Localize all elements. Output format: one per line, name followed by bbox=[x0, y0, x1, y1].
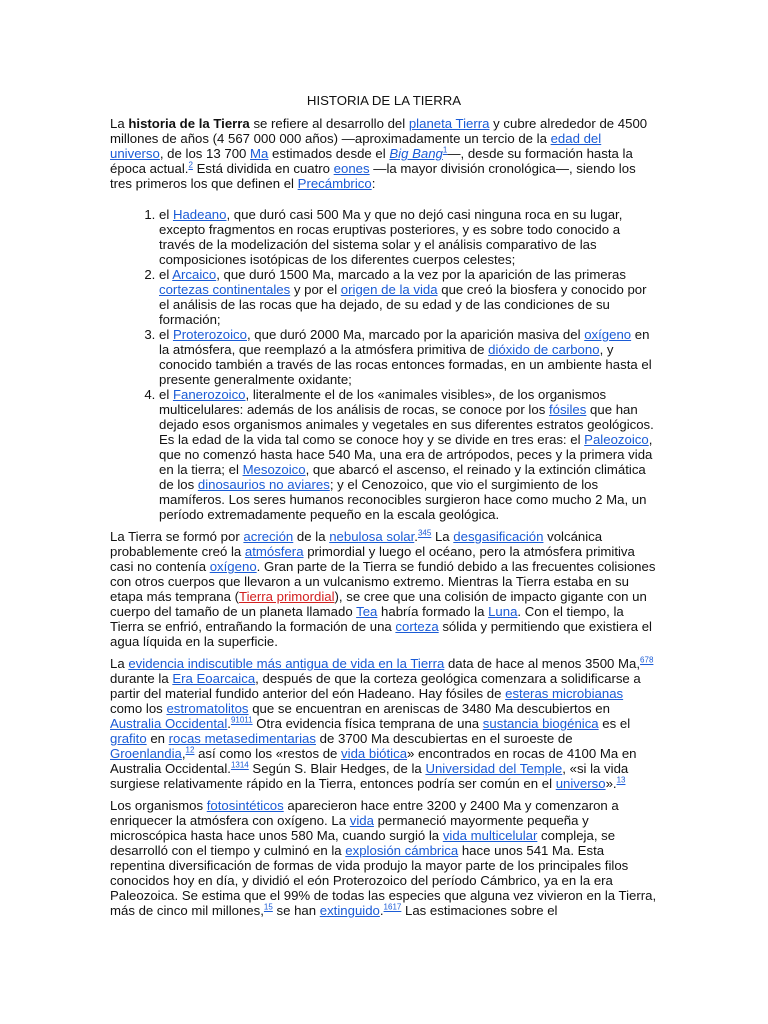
text: ». bbox=[605, 776, 617, 791]
text: » encontrados en rocas de 4100 Ma en Australia Occidental. bbox=[110, 746, 637, 776]
text: en bbox=[146, 731, 169, 746]
text: La Tierra se formó por bbox=[110, 529, 244, 544]
text: Las estimaciones sobre el bbox=[401, 903, 558, 918]
link-oxigeno[interactable]: oxígeno bbox=[584, 327, 632, 342]
reference-1617[interactable]: 1617 bbox=[383, 902, 402, 912]
text: : bbox=[371, 176, 376, 191]
link-universidad-del-temple[interactable]: Universidad del Temple bbox=[425, 761, 563, 776]
text: el bbox=[159, 387, 173, 402]
list-item-hadeano bbox=[159, 207, 658, 267]
link-ma[interactable]: Ma bbox=[250, 146, 269, 161]
text: estimados desde el bbox=[268, 146, 390, 161]
list-item-fanerozoico bbox=[159, 387, 658, 522]
text: . bbox=[227, 716, 231, 731]
document-page bbox=[110, 93, 658, 925]
text: hace unos 541 Ma. Esta repentina diversificación de formas de vida produjo la mayor parte de los principales filos conocidos hoy en día, y dividió el eón Proterozoico del período Cámbrico, ya en la era Paleozoica. Se estima que el 99% de todas las especies que alguna vez vivieron en la Tierra, más de cinco mil millones, bbox=[110, 843, 657, 918]
link-atmosfera[interactable]: atmósfera bbox=[244, 544, 304, 559]
text: ; y el Cenozoico, que vio el surgimiento de los mamíferos. Los seres humanos reconocibles surgieron hace como mucho 2 Ma, un período extremadamente pequeño en la escala geológica. bbox=[159, 477, 647, 522]
text: , que duró 1500 Ma, marcado a la vez por la aparición de las primeras bbox=[216, 267, 626, 282]
reference-12[interactable]: 12 bbox=[185, 745, 195, 755]
link-oxigeno[interactable]: oxígeno bbox=[209, 559, 257, 574]
link-eones[interactable]: eones bbox=[333, 161, 370, 176]
list-item-arcaico bbox=[159, 267, 658, 327]
text: compleja, se desarrolló con el tiempo y culminó en la bbox=[110, 828, 616, 858]
text: —la mayor división cronológica—, siendo los tres primeros los que definen el bbox=[110, 161, 636, 191]
link-vida-multicelular[interactable]: vida multicelular bbox=[442, 828, 538, 843]
text: como los bbox=[110, 701, 167, 716]
link-estromatolitos[interactable]: estromatolitos bbox=[166, 701, 249, 716]
formation-paragraph bbox=[110, 529, 658, 649]
text: , que duró casi 500 Ma y que no dejó casi ninguna roca en su lugar, excepto fragmentos en rocas eruptivas posteriores, y es sobre todo conocido a través de la modelización del sistema solar y el análisis comparativo de las composiciones isotópicas de los diferentes cuerpos celestes; bbox=[159, 207, 623, 267]
link-origen-de-la-vida[interactable]: origen de la vida bbox=[340, 282, 438, 297]
bold-term: historia de la Tierra bbox=[128, 116, 250, 131]
link-groenlandia[interactable]: Groenlandia bbox=[110, 746, 182, 761]
text: , después de que la corteza geológica comenzara a solidificarse a partir del material fundido anterior del eón Hadeano. Hay fósiles de bbox=[110, 671, 641, 701]
text: Está dividida en cuatro bbox=[192, 161, 334, 176]
text: permaneció mayormente pequeña y microscópica hasta hace unos 580 Ma, cuando surgió la bbox=[110, 813, 589, 843]
text: que creó la biosfera y conocido por el análisis de las rocas que ha dejado, de su edad y de las condiciones de su formación; bbox=[159, 282, 647, 327]
eon-list bbox=[110, 207, 658, 522]
text: así como los «restos de bbox=[194, 746, 342, 761]
link-desgasificacion[interactable]: desgasificación bbox=[453, 529, 544, 544]
link-extinguido[interactable]: extinguido bbox=[319, 903, 380, 918]
text: , «si la vida surgiese relativamente rápido en la Tierra, entonces podría ser común en el bbox=[110, 761, 629, 791]
text: data de hace al menos 3500 Ma, bbox=[444, 656, 641, 671]
text: , que abarcó el ascenso, el reinado y la extinción climática de los bbox=[159, 462, 646, 492]
text: en la atmósfera, que reemplazó a la atmósfera primitiva de bbox=[159, 327, 650, 357]
text: el bbox=[159, 267, 173, 282]
reference-15[interactable]: 15 bbox=[263, 902, 273, 912]
link-fotosinteticos[interactable]: fotosintéticos bbox=[206, 798, 284, 813]
text: , literalmente el de los «animales visibles», de los organismos multicelulares: además de los análisis de rocas, se conoce por los bbox=[159, 387, 607, 417]
link-dinosaurios-no-aviares[interactable]: dinosaurios no aviares bbox=[197, 477, 330, 492]
text: el bbox=[159, 207, 173, 222]
text: . bbox=[414, 529, 418, 544]
text: y cubre alrededor de 4500 millones de años (4 567 000 000 años) —aproximadamente un tercio de la bbox=[110, 116, 648, 146]
text: de la bbox=[293, 529, 330, 544]
text: , que no comenzó hasta hace 540 Ma, una era de artrópodos, peces y la primera vida en la tierra; el bbox=[159, 432, 653, 477]
link-luna[interactable]: Luna bbox=[488, 604, 518, 619]
reference-345[interactable]: 345 bbox=[417, 528, 432, 538]
text: La bbox=[110, 656, 129, 671]
text: , y conocido también a través de las rocas entonces formadas, en un ambiente hasta el presente generalmente oxidante; bbox=[159, 342, 652, 387]
intro-paragraph bbox=[110, 116, 658, 191]
text: ), se cree que una colisión de impacto gigante con un cuerpo del tamaño de un planeta llamado bbox=[110, 589, 647, 619]
text: , de los 13 700 bbox=[159, 146, 251, 161]
reference-1314[interactable]: 1314 bbox=[230, 760, 249, 770]
link-cortezas-continentales[interactable]: cortezas continentales bbox=[159, 282, 291, 297]
photosynthesis-paragraph bbox=[110, 798, 658, 918]
list-item-proterozoico bbox=[159, 327, 658, 387]
link-arcaico[interactable]: Arcaico bbox=[172, 267, 217, 282]
text: volcánica probablemente creó la bbox=[110, 529, 603, 559]
link-explosion-cambrica[interactable]: explosión cámbrica bbox=[345, 843, 459, 858]
link-evidencia-vida[interactable]: evidencia indiscutible más antigua de vida en la Tierra bbox=[128, 656, 445, 671]
link-universo[interactable]: universo bbox=[555, 776, 606, 791]
reference-678[interactable]: 678 bbox=[640, 655, 654, 665]
text: Los organismos bbox=[110, 798, 207, 813]
link-mesozoico[interactable]: Mesozoico bbox=[242, 462, 306, 477]
text: —, desde su formación hasta la época actual. bbox=[110, 146, 633, 176]
page-title: HISTORIA DE LA TIERRA bbox=[306, 93, 462, 108]
link-esteras-microbianas[interactable]: esteras microbianas bbox=[505, 686, 624, 701]
text: . Con el tiempo, la Tierra se enfrió, entrañando la formación de una bbox=[110, 604, 624, 634]
link-paleozoico[interactable]: Paleozoico bbox=[584, 432, 649, 447]
text: aparecieron hace entre 3200 y 2400 Ma y comenzaron a enriquecer la atmósfera con oxígeno. La bbox=[110, 798, 619, 828]
link-hadeano[interactable]: Hadeano bbox=[172, 207, 227, 222]
link-precambrico[interactable]: Precámbrico bbox=[297, 176, 372, 191]
text: , que duró 2000 Ma, marcado por la aparición masiva del bbox=[246, 327, 585, 342]
evidence-paragraph bbox=[110, 656, 658, 791]
link-corteza[interactable]: corteza bbox=[395, 619, 439, 634]
text: habría formado la bbox=[377, 604, 489, 619]
text: La bbox=[431, 529, 454, 544]
reference-91011[interactable]: 91011 bbox=[230, 715, 253, 725]
link-tea[interactable]: Tea bbox=[356, 604, 378, 619]
text: Según S. Blair Hedges, de la bbox=[248, 761, 426, 776]
text: primordial y luego el océano, pero la atmósfera primitiva casi no contenía bbox=[110, 544, 635, 574]
text: sólida y permitiendo que existiera el agua líquida en la superficie. bbox=[110, 619, 652, 649]
text: y por el bbox=[290, 282, 341, 297]
reference-13[interactable]: 13 bbox=[616, 775, 626, 785]
text: La bbox=[110, 116, 129, 131]
link-fanerozoico[interactable]: Fanerozoico bbox=[172, 387, 246, 402]
link-rocas-metasedimentarias[interactable]: rocas metasedimentarias bbox=[168, 731, 316, 746]
text: se refiere al desarrollo del bbox=[249, 116, 409, 131]
text: de 3700 Ma descubiertas en el suroeste de bbox=[315, 731, 573, 746]
text: se han bbox=[272, 903, 320, 918]
reference-2[interactable]: 2 bbox=[188, 160, 193, 170]
link-edad-del-universo[interactable]: edad del universo bbox=[110, 131, 602, 161]
text: . Gran parte de la Tierra se fundió debido a las frecuentes colisiones con otros cuerpos que llevaron a un vulcanismo extremo. Mientras la Tierra estaba en su etapa más temprana ( bbox=[110, 559, 656, 604]
link-era-eoarcaica[interactable]: Era Eoarcaica bbox=[172, 671, 256, 686]
text: que han dejado esos organismos animales y vegetales en sus diferentes estratos geológicos. Es la edad de la vida tal como se conoce hoy y se divide en tres eras: el bbox=[159, 402, 654, 447]
text: , bbox=[181, 746, 186, 761]
link-grafito[interactable]: grafito bbox=[110, 731, 147, 746]
text: el bbox=[159, 327, 173, 342]
text: es el bbox=[598, 716, 631, 731]
link-nebulosa-solar[interactable]: nebulosa solar bbox=[329, 529, 415, 544]
link-fosiles[interactable]: fósiles bbox=[548, 402, 587, 417]
link-planeta-tierra[interactable]: planeta Tierra bbox=[408, 116, 490, 131]
link-vida[interactable]: vida bbox=[349, 813, 374, 828]
link-tierra-primordial[interactable]: Tierra primordial bbox=[239, 589, 335, 604]
text: durante la bbox=[110, 671, 173, 686]
link-sustancia-biogenica[interactable]: sustancia biogénica bbox=[482, 716, 599, 731]
link-big-bang[interactable]: Big Bang bbox=[389, 146, 443, 161]
link-dioxido-de-carbono[interactable]: dióxido de carbono bbox=[488, 342, 600, 357]
link-australia-occidental[interactable]: Australia Occidental bbox=[110, 716, 228, 731]
text: . bbox=[379, 903, 384, 918]
link-acrecion[interactable]: acreción bbox=[243, 529, 294, 544]
text: que se encuentran en areniscas de 3480 Ma descubiertos en bbox=[248, 701, 610, 716]
link-proterozoico[interactable]: Proterozoico bbox=[172, 327, 247, 342]
reference-1[interactable]: 1 bbox=[442, 145, 448, 155]
link-vida-biotica[interactable]: vida biótica bbox=[341, 746, 408, 761]
text: Otra evidencia física temprana de una bbox=[252, 716, 483, 731]
